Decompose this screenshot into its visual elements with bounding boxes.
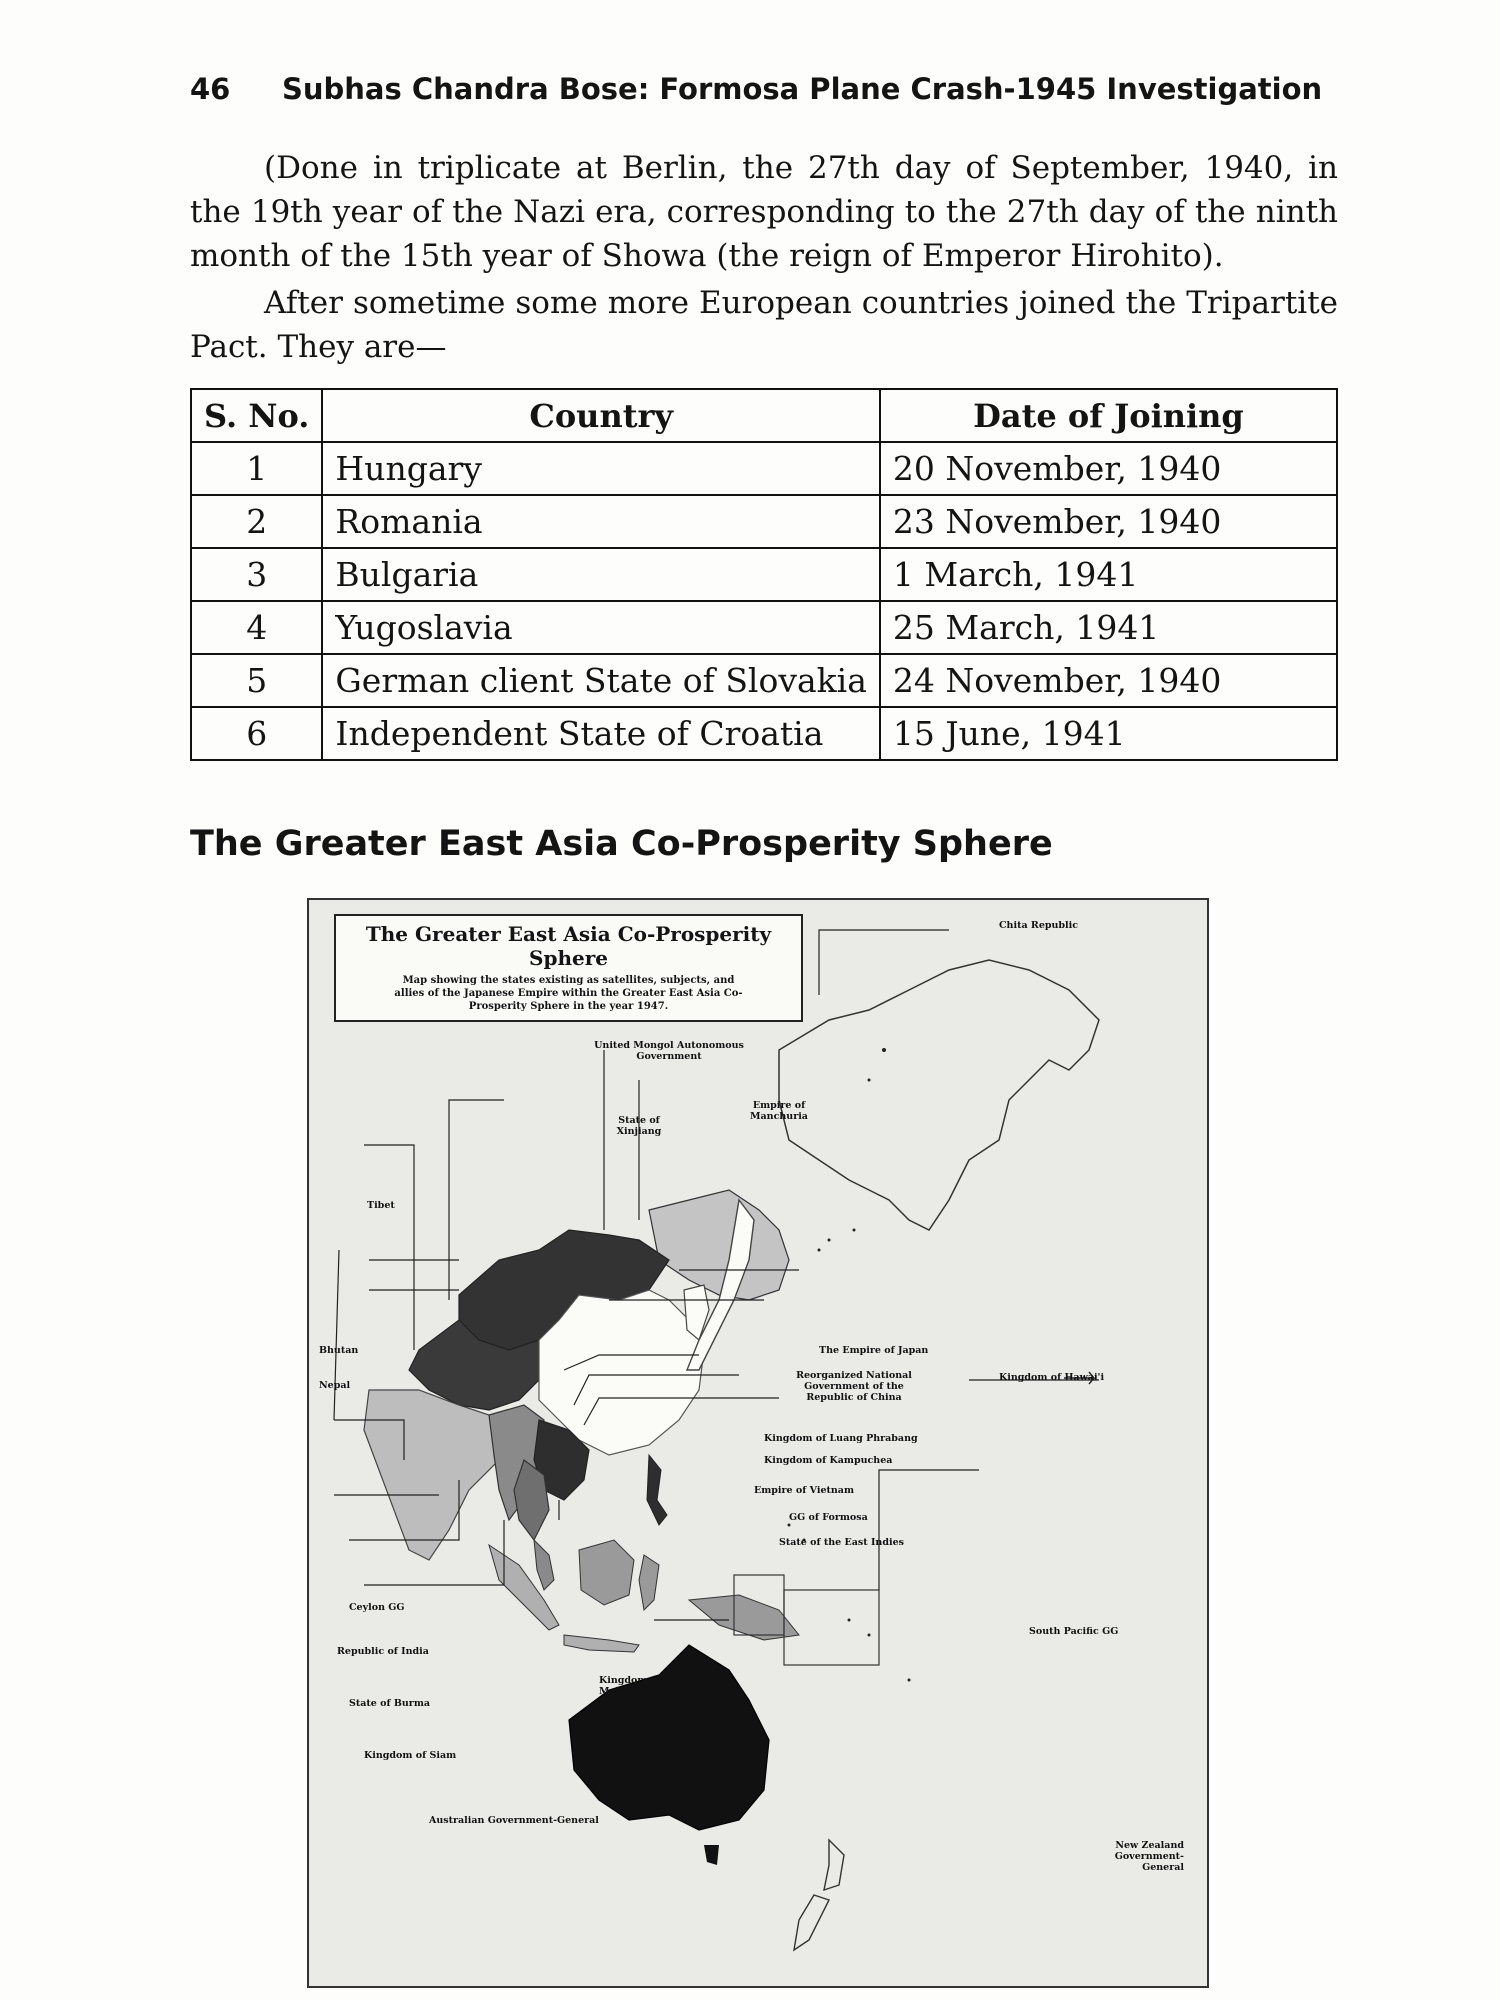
table-row xyxy=(191,707,1337,760)
malaya-territory xyxy=(534,1540,554,1590)
paragraph-1-line-3: month of the 15th year of Showa (the reign of Emperor Hirohito). xyxy=(190,238,1224,274)
label-luang-phrabang: Kingdom of Luang Phrabang xyxy=(764,1433,918,1444)
cell-country: Yugoslavia xyxy=(322,601,879,654)
label-formosa: GG of Formosa xyxy=(789,1512,868,1523)
manchuria-territory xyxy=(649,1190,789,1300)
south-pacific-box-2 xyxy=(784,1590,879,1665)
label-australia: Australian Government-General xyxy=(429,1815,599,1826)
paragraph-2-line-2: Pact. They are— xyxy=(190,329,447,365)
cell-country: Independent State of Croatia xyxy=(322,707,879,760)
siberia-coastline xyxy=(779,960,1099,1230)
java-territory xyxy=(564,1635,639,1652)
label-xinjiang: State of Xinjiang xyxy=(616,1115,662,1137)
table-row xyxy=(191,654,1337,707)
table-row xyxy=(191,495,1337,548)
cell-sno: 5 xyxy=(191,654,322,707)
paragraph-1-line-1 xyxy=(190,146,1338,190)
label-burma: State of Burma xyxy=(349,1698,431,1709)
sulawesi-territory xyxy=(639,1555,659,1610)
label-mengjiang: United Mongol Autonomous Government xyxy=(594,1040,744,1062)
label-ceylon: Ceylon GG xyxy=(349,1602,405,1613)
label-kampuchea: Kingdom of Kampuchea xyxy=(764,1455,893,1466)
text-span: After sometime some more European countries joined the Tripartite xyxy=(264,285,1338,321)
label-bhutan: Bhutan xyxy=(319,1345,359,1356)
new-guinea-territory xyxy=(689,1595,799,1640)
table-row xyxy=(191,442,1337,495)
cell-sno: 6 xyxy=(191,707,322,760)
paragraph-2-line-1 xyxy=(190,281,1338,325)
cell-sno: 4 xyxy=(191,601,322,654)
pacific-islands xyxy=(788,1048,911,1682)
running-title: Subhas Chandra Bose: Formosa Plane Crash-1945 Investigation xyxy=(282,72,1323,106)
page-number: 46 xyxy=(190,72,231,106)
cell-date: 15 June, 1941 xyxy=(880,707,1337,760)
new-zealand-territory xyxy=(794,1840,844,1950)
label-vietnam: Empire of Vietnam xyxy=(754,1485,854,1496)
cell-country: Romania xyxy=(322,495,879,548)
cell-country: Hungary xyxy=(322,442,879,495)
text-span: (Done in triplicate at Berlin, the 27th day of September, 1940, in xyxy=(264,150,1338,186)
cell-sno: 1 xyxy=(191,442,322,495)
map-subtitle: Map showing the states existing as satellites, subjects, and allies of the Japanese Empire within the Greater East Asia Co-Prosperity Sphere in the year 1947. xyxy=(394,975,743,1012)
cell-date: 24 November, 1940 xyxy=(880,654,1337,707)
cell-date: 25 March, 1941 xyxy=(880,601,1337,654)
table-row xyxy=(191,548,1337,601)
header-date: Date of Joining xyxy=(880,389,1337,442)
label-siam: Kingdom of Siam xyxy=(364,1750,457,1761)
cell-sno: 2 xyxy=(191,495,322,548)
label-chita: Chita Republic xyxy=(999,920,1079,931)
table-header-row xyxy=(191,389,1337,442)
header-sno: S. No. xyxy=(191,389,322,442)
tripartite-members-table xyxy=(190,388,1338,761)
cell-sno: 3 xyxy=(191,548,322,601)
label-malaya: Kingdom of Malaya xyxy=(599,1675,662,1697)
philippines-territory xyxy=(647,1455,667,1525)
label-tibet: Tibet xyxy=(367,1200,395,1211)
map-title-box xyxy=(334,914,803,1022)
australia-territory xyxy=(569,1645,769,1830)
label-japan: The Empire of Japan xyxy=(819,1345,929,1356)
label-hawaii: Kingdom of Hawai'i xyxy=(999,1372,1105,1383)
cell-country: German client State of Slovakia xyxy=(322,654,879,707)
borneo-territory xyxy=(579,1540,634,1605)
label-china: Reorganized National Government of the Republic of China xyxy=(796,1370,912,1403)
running-header xyxy=(190,72,1322,106)
cell-date: 23 November, 1940 xyxy=(880,495,1337,548)
label-india: Republic of India xyxy=(337,1646,429,1657)
label-south-pacific: South Pacific GG xyxy=(1029,1626,1119,1637)
paragraph-1-line-2: the 19th year of the Nazi era, corresponding to the 27th day of the ninth xyxy=(190,194,1338,230)
cell-date: 20 November, 1940 xyxy=(880,442,1337,495)
map-title: The Greater East Asia Co-Prosperity Sphere xyxy=(365,922,772,970)
co-prosperity-sphere-map xyxy=(307,898,1209,1988)
label-east-indies: State of the East Indies xyxy=(779,1537,904,1548)
tasmania-territory xyxy=(704,1845,719,1865)
label-manchuria: Empire of Manchuria xyxy=(750,1100,808,1122)
table-row xyxy=(191,601,1337,654)
cell-country: Bulgaria xyxy=(322,548,879,601)
cell-date: 1 March, 1941 xyxy=(880,548,1337,601)
india-territory xyxy=(364,1390,509,1560)
header-country: Country xyxy=(322,389,879,442)
label-new-zealand: New Zealand Government-General xyxy=(1114,1840,1184,1873)
label-nepal: Nepal xyxy=(319,1380,351,1391)
section-title: The Greater East Asia Co-Prosperity Sphere xyxy=(190,824,1053,864)
